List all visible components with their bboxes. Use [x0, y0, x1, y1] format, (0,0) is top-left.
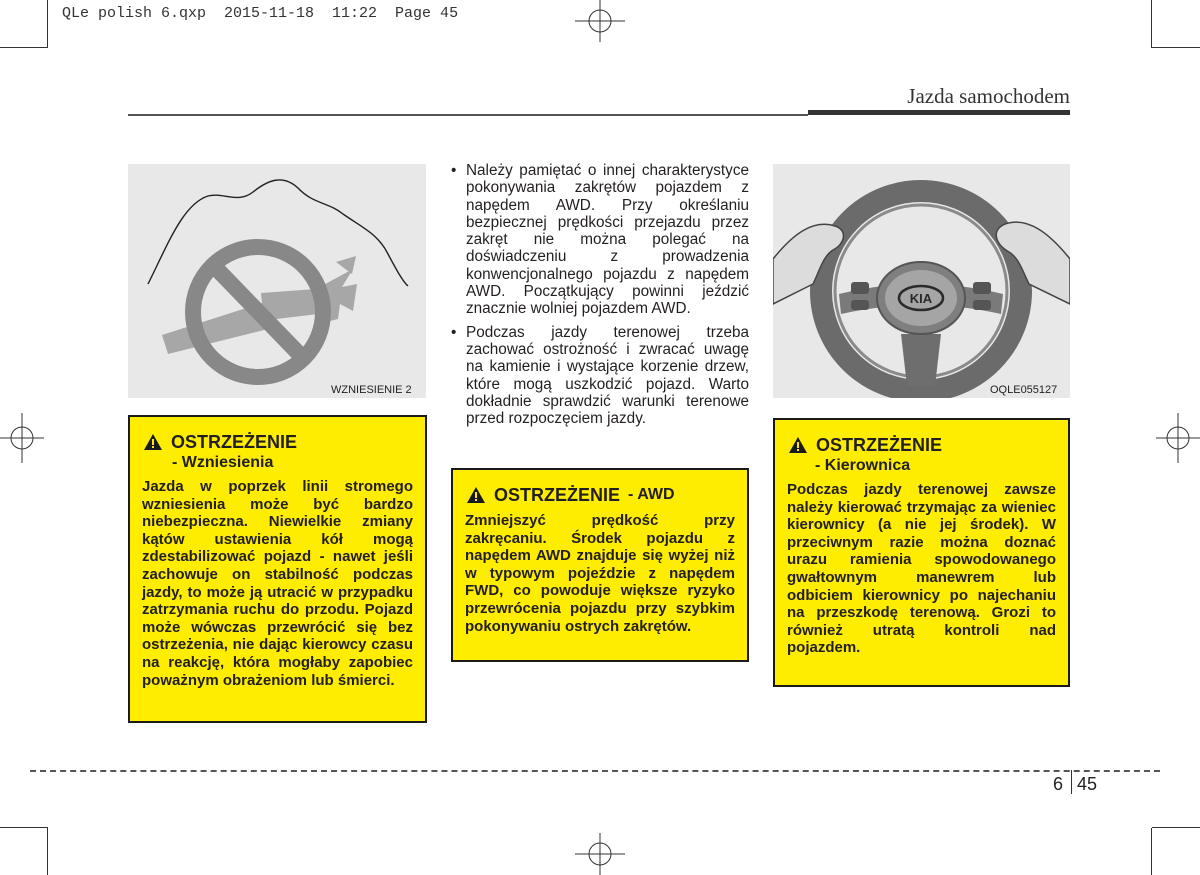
warning-title: OSTRZEŻENIE	[171, 432, 298, 452]
warning-box-awd	[451, 468, 749, 662]
crop-mark	[1152, 47, 1200, 48]
registration-mark-right	[1156, 413, 1200, 463]
kia-logo: KIA	[909, 291, 933, 306]
warning-triangle-icon	[466, 486, 486, 504]
warning-heading	[466, 485, 675, 505]
no-crossing-slope-illustration-icon	[128, 164, 426, 398]
warning-subtitle: - AWD	[628, 486, 675, 503]
crop-mark	[47, 828, 48, 875]
warning-box-slope	[128, 415, 427, 723]
figure-steering-wheel	[773, 164, 1070, 398]
warning-subtitle: - Kierownica	[815, 457, 911, 474]
warning-heading	[143, 432, 297, 452]
warning-body: Jazda w poprzek linii stromego wzniesienia może być bardzo niebezpieczna. Niewielkie zmiany kątów ustawienia kół mogą zdestabilizować pojazd - nawet jeśli zachowuje on stabilność podczas jazdy, to może ją utracić w przypadku zatrzymania ruchu do przodu. Pojazd może wówczas przewrócić się bez ostrzeżenia, nie dając kierowcy czasu na reakcję, która mogłaby zapobiec poważnym obrażeniom lub śmierci.	[142, 478, 413, 689]
print-header: QLe polish 6.qxp 2015-11-18 11:22 Page 45	[62, 5, 459, 22]
title-rule-accent	[808, 110, 1070, 115]
footer-rule	[30, 770, 1160, 772]
crop-mark	[1152, 827, 1200, 828]
crop-mark	[0, 47, 48, 48]
crop-mark	[1151, 0, 1152, 48]
warning-body: Podczas jazdy terenowej zawsze należy kierować trzymając za wieniec kierownicy (a nie jej środek). W przeciwnym razie można doznać urazu ramienia spowodowanego gwałtownym manewrem lub odbiciem kierownicy po najechaniu na przeszkodę terenową. Grozi to również utratą kontroli nad pojazdem.	[787, 481, 1056, 657]
bullet-item: • Należy pamiętać o innej charakterystyce pokonywania zakrętów pojazdem z napędem AWD. Przy określaniu bezpiecznej prędkości przejazdu przez zakręt nie można polegać na doświadczeniu z prowadzenia konwencjonalnego pojazdu z napędem AWD. Początkujący powinni jeździć znacznie wolniej pojazdem AWD.	[449, 162, 749, 318]
figure-caption: OQLE055127	[990, 384, 1058, 396]
warning-box-steering	[773, 418, 1070, 687]
title-rule	[128, 114, 808, 116]
crop-mark	[0, 827, 48, 828]
warning-title: OSTRZEŻENIE	[816, 435, 943, 455]
crop-mark	[47, 0, 48, 48]
page-number-separator	[1071, 770, 1072, 794]
chapter-number: 6	[1053, 774, 1064, 794]
steering-wheel-hands-illustration-icon	[773, 164, 1070, 398]
warning-body: Zmniejszyć prędkość przy zakręcaniu. Środek pojazdu z napędem AWD znajduje się wyżej niż w typowym pojeździe z napędem FWD, co powoduje większe ryzyko przewrócenia pojazdu przy szybkim pokonywaniu ostrych zakrętów.	[465, 512, 735, 635]
warning-heading	[788, 435, 942, 455]
crop-mark	[1151, 828, 1152, 875]
figure-slope	[128, 164, 426, 398]
page-number: 45	[1077, 774, 1098, 794]
warning-triangle-icon	[143, 433, 163, 451]
warning-title: OSTRZEŻENIE	[494, 485, 621, 505]
registration-mark-top	[575, 0, 625, 42]
warning-subtitle: - Wzniesienia	[172, 454, 274, 471]
bullet-list	[449, 162, 749, 433]
registration-mark-bottom	[575, 833, 625, 875]
section-title: Jazda samochodem	[907, 84, 1070, 108]
registration-mark-left	[0, 413, 44, 463]
bullet-item: • Podczas jazdy terenowej trzeba zachować ostrożność i zwracać uwagę na kamienie i wystające korzenie drzew, które mogą uszkodzić pojazd. Warto dokładnie sprawdzić warunki terenowe przed rozpoczęciem jazdy.	[449, 324, 749, 428]
figure-caption: WZNIESIENIE 2	[331, 384, 412, 396]
warning-triangle-icon	[788, 436, 808, 454]
